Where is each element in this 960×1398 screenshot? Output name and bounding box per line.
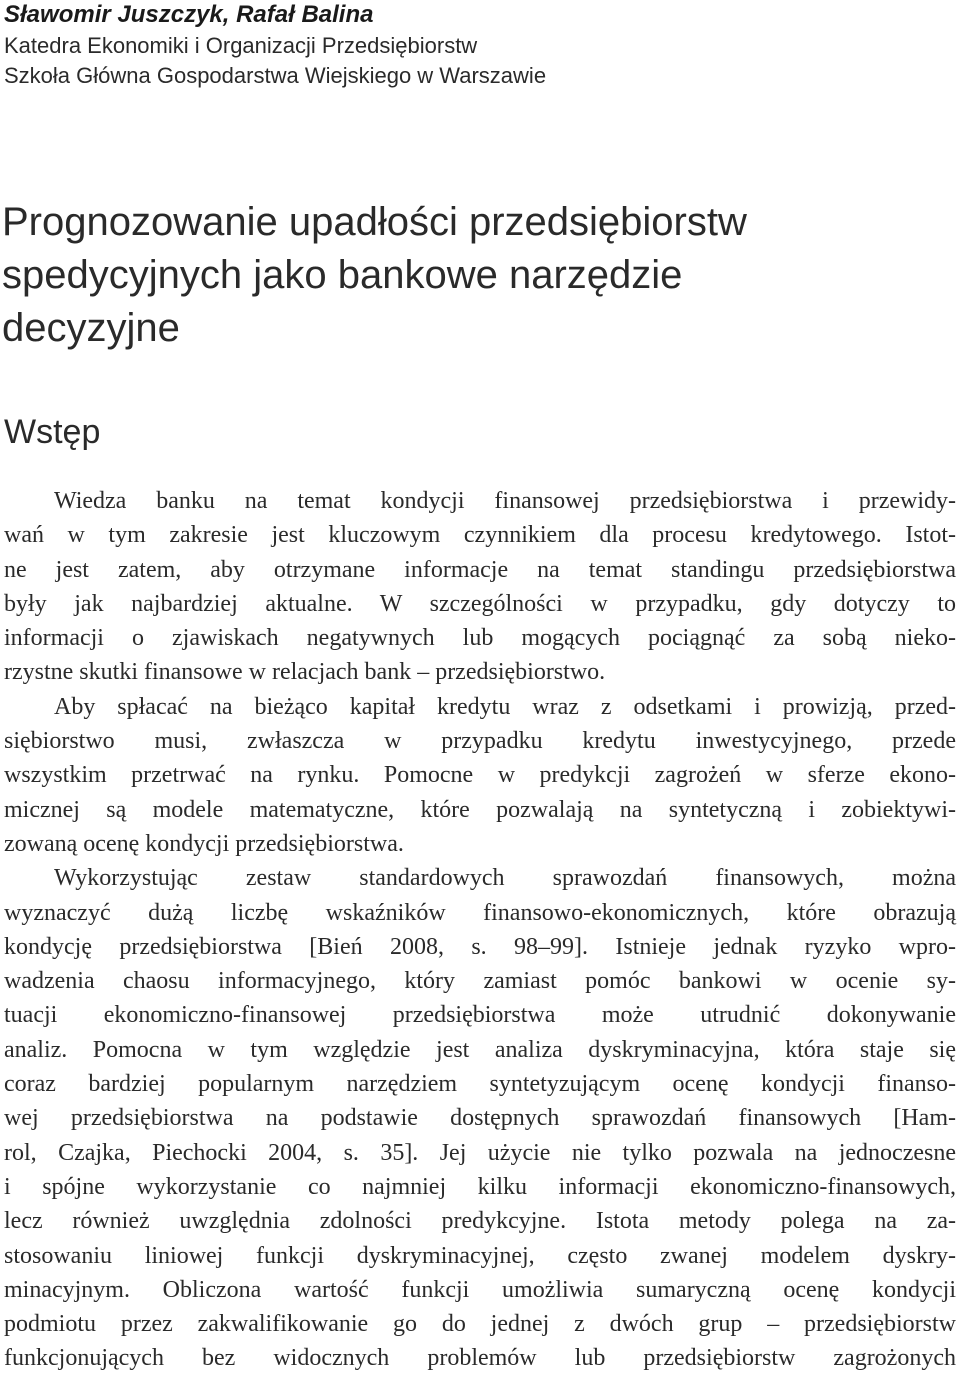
title-line: decyzyjne [2,306,180,350]
affiliation-department: Katedra Ekonomiki i Organizacji Przedsiębiorstw [4,33,478,58]
body-line: wej przedsiębiorstwa na podstawie dostępnych sprawozdań finansowych [Ham- [4,1105,956,1132]
body-line: stosowaniu liniowej funkcji dyskryminacyjnej, często zwanej modelem dyskry- [4,1242,956,1269]
body-line: i spójne wykorzystanie co najmniej kilku informacji ekonomiczno-finansowych, [4,1173,956,1200]
body-line: wyznaczyć dużą liczbę wskaźników finansowo-ekonomicznych, które obrazują [4,899,956,926]
body-line: funkcjonujących bez widocznych problemów lub przedsiębiorstw zagrożonych [4,1345,956,1372]
body-line: ne jest zatem, aby otrzymane informacje na temat standingu przedsiębiorstwa [4,556,956,583]
body-line: były jak najbardziej aktualne. W szczególności w przypadku, gdy dotyczy to [4,590,956,617]
author-names: Sławomir Juszczyk, Rafał Balina [4,1,374,28]
body-line: minacyjnym. Obliczona wartość funkcji umożliwia sumaryczną ocenę kondycji [4,1276,956,1303]
body-line: zowaną ocenę kondycji przedsiębiorstwa. [4,830,404,857]
body-line: informacji o zjawiskach negatywnych lub mogących pociągnąć za sobą nieko- [4,625,956,652]
body-line: analiz. Pomocna w tym względzie jest analiza dyskryminacyjna, która staje się [4,1036,956,1063]
body-line: rol, Czajka, Piechocki 2004, s. 35]. Jej użycie nie tylko pozwala na jednoczesne [4,1139,956,1166]
body-line: Wykorzystując zestaw standardowych sprawozdań finansowych, można [54,865,956,892]
body-line: wszystkim przetrwać na rynku. Pomocne w predykcji zagrożeń w sferze ekono- [4,762,956,789]
paper-title [2,196,952,355]
title-line: spedycyjnych jako bankowe narzędzie [2,253,683,297]
body-line: rzystne skutki finansowe w relacjach bank – przedsiębiorstwo. [4,659,606,686]
body-line: Aby spłacać na bieżąco kapitał kredytu wraz z odsetkami i prowizją, przed- [54,693,956,720]
body-line: micznej są modele matematyczne, które pozwalają na syntetyczną i zobiektywi- [4,796,956,823]
body-line: wań w tym zakresie jest kluczowym czynnikiem dla procesu kredytowego. Istot- [4,522,956,549]
body-line: Wiedza banku na temat kondycji finansowej przedsiębiorstwa i przewidy- [54,488,956,514]
body-line: wadzenia chaosu informacyjnego, który zamiast pomóc bankowi w ocenie sy- [4,968,956,995]
body-text [4,484,956,1376]
body-line: lecz również uwzględnia zdolności predykcyjne. Istota metody polega na za- [4,1208,956,1235]
body-line: coraz bardziej popularnym narzędziem syntetyzującym ocenę kondycji finanso- [4,1071,956,1098]
title-line: Prognozowanie upadłości przedsiębiorstw [2,200,747,244]
section-heading-intro: Wstęp [4,413,101,451]
affiliation-university: Szkoła Główna Gospodarstwa Wiejskiego w Warszawie [4,63,547,88]
body-line: tuacji ekonomiczno-finansowej przedsiębiorstwa może utrudnić dokonywanie [4,1002,956,1029]
body-line: kondycję przedsiębiorstwa [Bień 2008, s. 98–99]. Istnieje jednak ryzyko wpro- [4,933,956,960]
body-line: podmiotu przez zakwalifikowanie go do jednej z dwóch grup – przedsiębiorstw [4,1311,956,1338]
body-line: siębiorstwo musi, zwłaszcza w przypadku kredytu inwestycyjnego, przede [4,728,956,755]
